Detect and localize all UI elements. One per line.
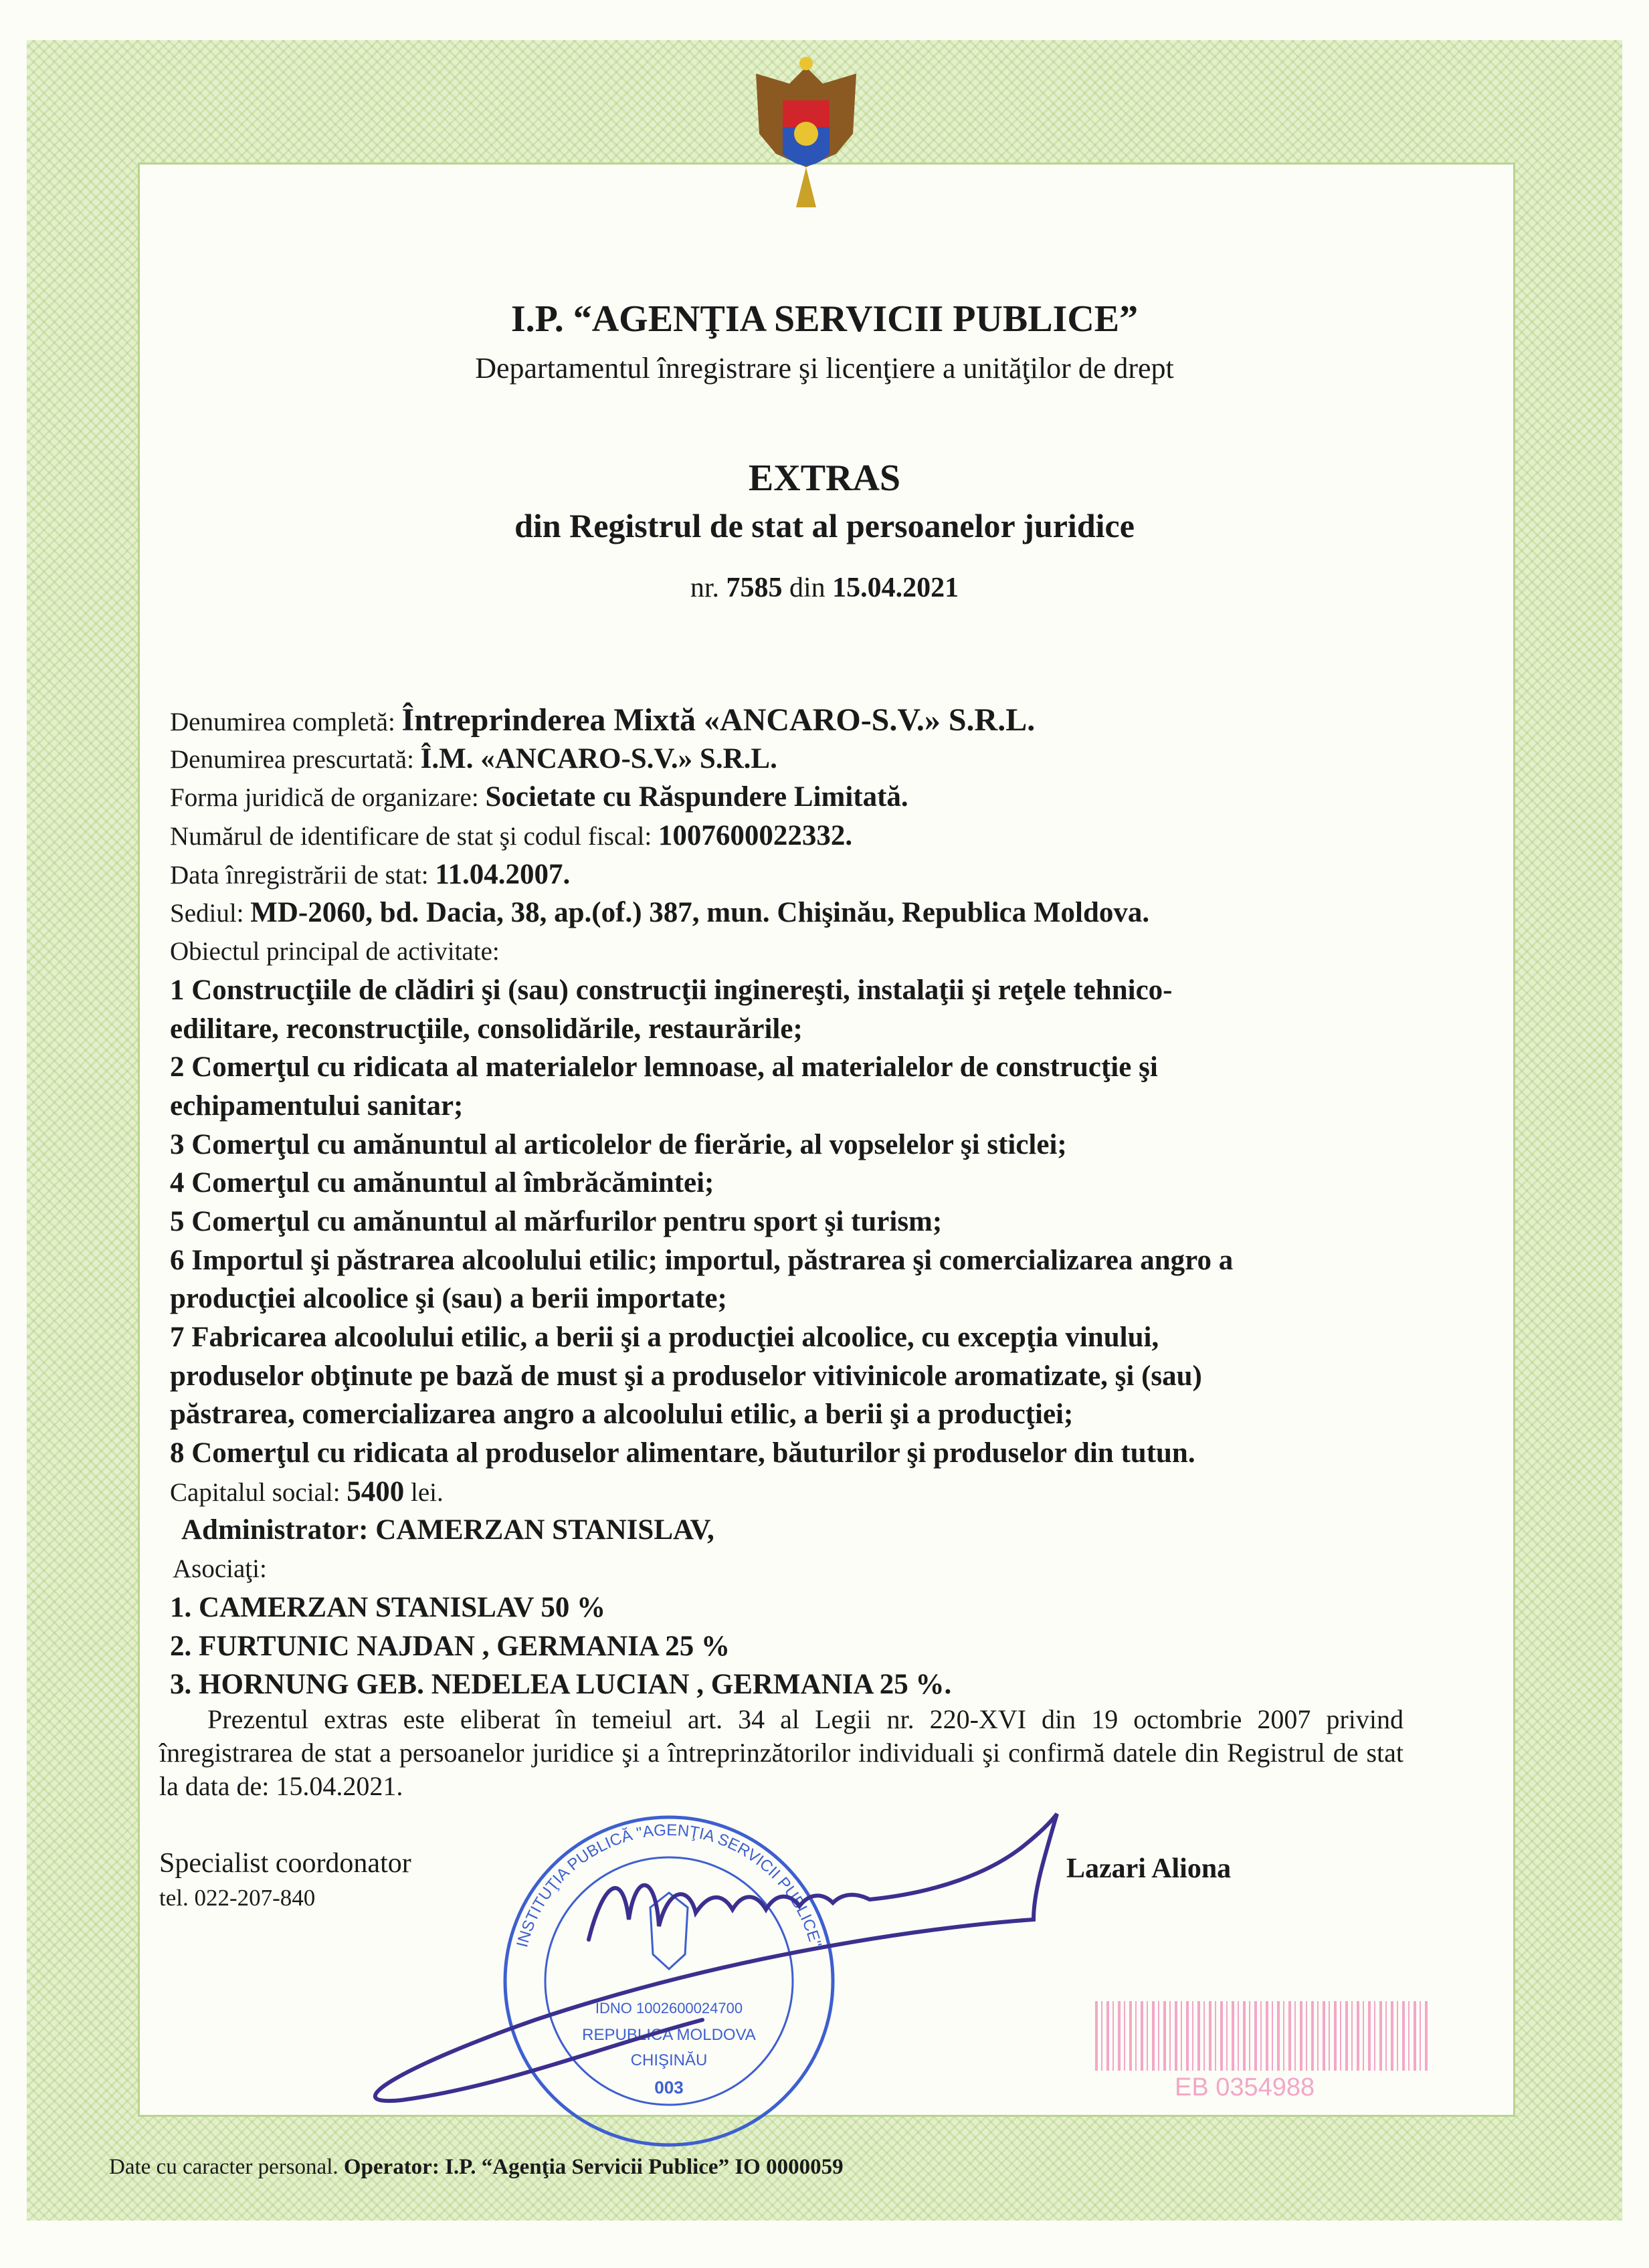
activity-line (170, 1010, 1233, 1049)
associate-text: 3. HORNUNG GEB. NEDELEA LUCIAN , GERMANIA 25 %. (170, 1669, 952, 1701)
associate-item (170, 1665, 1233, 1704)
nr-value: 7585 (726, 573, 783, 603)
activity-line (170, 1241, 1233, 1280)
administrator-text: Administrator: CAMERZAN STANISLAV, (181, 1514, 714, 1546)
activity-text: 5 Comerţul cu amănuntul al mărfurilor pentru sport şi turism; (170, 1205, 943, 1237)
field-label: Sediul: (170, 899, 251, 928)
associate-item (170, 1627, 1233, 1666)
footer-operator: Operator: I.P. “Agenţia Servicii Publice” IO 0000059 (343, 2155, 844, 2179)
legal-basis-paragraph: Prezentul extras este eliberat în temeiul art. 34 al Legii nr. 220-XVI din 19 octombrie 2007 privind înregistrarea de stat a persoanelor juridice şi a întreprinzătorilor individuali şi confirmă datele din Registrul de stat la data de: 15.04.2021. (159, 1704, 1403, 1801)
official-stamp (502, 1814, 836, 2148)
stamp-idno: IDNO 1002600024700 (595, 2000, 743, 2017)
activity-line (170, 1087, 1233, 1126)
associate-text: 2. FURTUNIC NAJDAN , GERMANIA 25 % (170, 1630, 730, 1662)
activity-text: 1 Construcţiile de clădiri şi (sau) construcţii inginereşti, instalaţii şi reţele tehnico- (170, 974, 1173, 1006)
signatory-name: Lazari Aliona (1066, 1853, 1232, 1884)
footer-prefix: Date cu caracter personal. (109, 2155, 344, 2179)
barcode-number: EB 0354988 (1175, 2073, 1315, 2101)
field-label: Forma juridică de organizare: (170, 783, 486, 813)
field-label: Denumirea prescurtată: (170, 744, 421, 774)
nr-label: nr. (690, 573, 719, 603)
footer-note (109, 2155, 844, 2180)
field-label: Obiectul principal de activitate: (170, 937, 500, 966)
field-value: 5400 (347, 1475, 405, 1508)
din-label: din (789, 573, 826, 603)
field-value: Î.M. «ANCARO-S.V.» S.R.L. (420, 742, 777, 775)
stamp-outer-text: INSTITUŢIA PUBLICĂ "AGENŢIA SERVICII PUBLICE" (513, 1821, 825, 1950)
stamp-city: CHIŞINĂU (630, 2051, 708, 2069)
field-value: Întreprinderea Mixtă «ANCARO-S.V.» S.R.L. (401, 702, 1036, 738)
signatory-role: Specialist coordonator (159, 1848, 411, 1879)
activity-text: produselor obţinute pe bază de must şi a produselor vitivinicole aromatizate, şi (sau) (170, 1360, 1202, 1392)
associate-item (170, 1588, 1233, 1627)
activity-line (170, 1164, 1233, 1203)
activity-line (170, 1318, 1233, 1357)
document-title: EXTRAS (748, 457, 901, 499)
activity-text: 6 Importul şi păstrarea alcoolului etilic; importul, păstrarea şi comercializarea angro a (170, 1244, 1234, 1276)
stamp-country: REPUBLICA MOLDOVA (582, 2026, 756, 2044)
field-short-name (170, 740, 1233, 779)
barcode (1095, 2001, 1428, 2071)
activity-line (170, 1395, 1233, 1434)
field-value: 1007600022332. (658, 820, 853, 852)
capital-unit: lei. (404, 1477, 444, 1507)
field-registration-date (170, 855, 1233, 894)
signatory-phone: tel. 022-207-840 (159, 1885, 316, 1911)
field-label: Denumirea completă: (170, 708, 402, 736)
activity-text: 7 Fabricarea alcoolului etilic, a berii şi a producţiei alcoolice, cu excepţia vinului, (170, 1322, 1159, 1353)
field-value: 11.04.2007. (435, 858, 571, 890)
associates-label (170, 1550, 1233, 1588)
activity-text: 4 Comerţul cu amănuntul al îmbrăcămintei; (170, 1167, 714, 1199)
activity-text: 3 Comerţul cu amănuntul al articolelor de fierărie, al vopselelor şi sticlei; (170, 1128, 1067, 1160)
field-capital (170, 1473, 1233, 1512)
field-fiscal-code (170, 817, 1233, 855)
stamp-number: 003 (654, 2077, 684, 2097)
field-legal-form (170, 778, 1233, 817)
field-headquarters (170, 894, 1233, 932)
activity-line (170, 1048, 1233, 1087)
activity-text: echipamentului sanitar; (170, 1090, 464, 1122)
field-full-name (170, 701, 1233, 740)
associates-label-text: Asociaţi: (173, 1554, 267, 1584)
issue-date: 15.04.2021 (832, 573, 959, 603)
institution-name: I.P. “AGENŢIA SERVICII PUBLICE” (510, 298, 1139, 340)
document-subtitle: din Registrul de stat al persoanelor juridice (514, 507, 1135, 544)
activity-text: edilitare, reconstrucţiile, consolidările, restaurările; (170, 1013, 803, 1045)
activity-text: 8 Comerţul cu ridicata al produselor alimentare, băuturilor şi produselor din tutun. (170, 1437, 1195, 1469)
department-name: Departamentul înregistrare şi licenţiere a unităţilor de drept (475, 352, 1174, 385)
activity-line (170, 1203, 1233, 1241)
field-label: Numărul de identificare de stat şi codul fiscal: (170, 822, 658, 851)
activity-line (170, 971, 1233, 1010)
activity-line (170, 1126, 1233, 1164)
field-label: Capitalul social: (170, 1477, 347, 1507)
activity-text: păstrarea, comercializarea angro a alcoolului etilic, a berii şi a producţiei; (170, 1399, 1074, 1431)
field-activities-label (170, 932, 1233, 971)
activity-text: producţiei alcoolice şi (sau) a berii importate; (170, 1283, 727, 1315)
associate-text: 1. CAMERZAN STANISLAV 50 % (170, 1591, 606, 1623)
activity-text: 2 Comerţul cu ridicata al materialelor lemnoase, al materialelor de construcţie şi (170, 1051, 1158, 1084)
field-label: Data înregistrării de stat: (170, 860, 435, 890)
coat-of-arms-icon (743, 54, 870, 221)
stamp-emblem-icon (650, 1893, 688, 1969)
administrator (170, 1511, 1233, 1550)
activity-line (170, 1279, 1233, 1318)
field-value: Societate cu Răspundere Limitată. (485, 781, 908, 813)
field-value: MD-2060, bd. Dacia, 38, ap.(of.) 387, mun. Chişinău, Republica Moldova. (250, 897, 1150, 929)
register-details (170, 701, 1233, 1704)
activity-line (170, 1357, 1233, 1396)
activity-line (170, 1434, 1233, 1473)
document-number (0, 572, 1649, 604)
